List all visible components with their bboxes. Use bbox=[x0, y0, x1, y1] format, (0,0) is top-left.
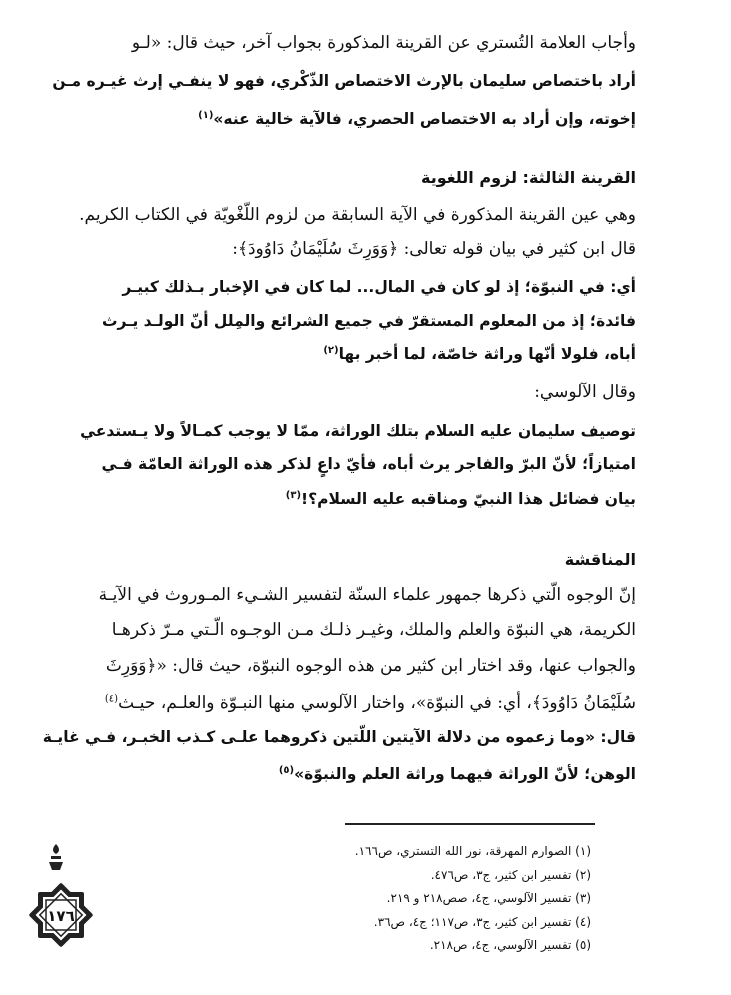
footnote-ref[interactable]: (٤) bbox=[104, 693, 119, 705]
quote-line: بيان فضائل هذا النبيّ ومناقبه عليه السلام؟!$^{(٣)}$ bbox=[285, 490, 636, 509]
footnote-ref[interactable]: (٢) bbox=[323, 345, 339, 356]
footnote-divider bbox=[345, 823, 595, 825]
text-line: وهي عين القرينة المذكورة في الآية السابقة من لزوم اللّغْويّة في الكتاب الكريم. bbox=[79, 205, 636, 225]
text-line: الكريمة، هي النبوّة والعلم والملك، وغيـر ذلـك مـن الوجـوه الّـتي مـرّ ذكرهـا bbox=[111, 620, 636, 640]
page-number: ١٧٦ bbox=[47, 907, 75, 925]
text-line: سُلَيْمَانُ دَاوُودَ﴾، أي: في النبوّة»، واختار الآلوسي منها النبـوّة والعلـم، حيـث$^{(٤)}$ bbox=[104, 693, 636, 713]
quote-line: امتيازاً؛ لأنّ البرّ والفاجر يرث أباه، فأيّ داعٍ لذكر هذه الوراثة العامّة فـي bbox=[101, 455, 636, 473]
text-line: وأجاب العلامة التُستري عن القرينة المذكورة بجواب آخر، حيث قال: «لـو bbox=[131, 33, 636, 53]
section-heading: المناقشة bbox=[564, 550, 636, 569]
footnote-item: (٤) تفسير ابن كثير، ج٣، ص١١٧؛ ج٤، ص٣٦. bbox=[373, 914, 591, 929]
footnotes bbox=[191, 840, 591, 958]
footnote-ref[interactable]: (٣) bbox=[285, 490, 302, 501]
quote-line: توصيف سليمان عليه السلام بتلك الوراثة، ممّا لا يوجب كمـالاً ولا يـستدعي bbox=[80, 422, 636, 440]
footnote-ref[interactable]: (١) bbox=[198, 110, 214, 121]
footnote-item: (٣) تفسير الآلوسي، ج٤، صص٢١٨ و ٢١٩. bbox=[386, 891, 591, 905]
text-line: الوهن؛ لأنّ الوراثة فيهما وراثة العلم والنبوّة»$^{(٥)}$ bbox=[278, 765, 636, 784]
decorative-mark-icon bbox=[45, 842, 67, 872]
text-line: والجواب عنها، وقد اختار ابن كثير من هذه الوجوه النبوّة، حيث قال: «﴿وَوَرِثَ bbox=[105, 656, 636, 676]
text-line: وقال الآلوسي: bbox=[534, 382, 636, 402]
text-line: إخوته، وإن أراد به الاختصاص الحصري، فالآية خالية عنه»$^{(١)}$ bbox=[198, 110, 636, 129]
footnote-ref[interactable]: (٥) bbox=[278, 765, 295, 776]
page-number-badge bbox=[26, 880, 96, 950]
footnote-item: (٢) تفسير ابن كثير، ج٣، ص٤٧٦. bbox=[430, 867, 591, 882]
text-line: قال ابن كثير في بيان قوله تعالى: ﴿وَوَرِثَ سُلَيْمَانُ دَاوُودَ﴾: bbox=[232, 239, 636, 259]
text-line: إنّ الوجوه الّتي ذكرها جمهور علماء السنّة لتفسير الشـيء المـوروث في الآيـة bbox=[98, 585, 636, 605]
text-line: أراد باختصاص سليمان بالإرث الاختصاص الذّكْري، فهو لا ينفـي إرث غيـره مـن bbox=[52, 72, 636, 90]
quote-line: فائدة؛ إذ من المعلوم المستقرّ في جميع الشرائع والمِلل أنّ الولـد يـرث bbox=[101, 312, 636, 330]
footnote-item: (٥) تفسير الآلوسي، ج٤، ص٢١٨. bbox=[429, 938, 591, 952]
quote-line: أباه، فلولا أنّها وراثة خاصّة، لما أخبر بها$^{(٢)}$ bbox=[323, 345, 636, 364]
footnote-item: (١) الصوارم المهرقة، نور الله التستري، ص١٦٦. bbox=[354, 844, 591, 858]
text-line: قال: «وما زعموه من دلالة الآيتين اللّتين ذكروهما علـى كـذب الخبـر، فـي غايـة bbox=[42, 728, 636, 746]
section-heading: القرينة الثالثة: لزوم اللغوية bbox=[420, 168, 636, 187]
quote-line: أي: في النبوّة؛ إذ لو كان في المال... لما كان في الإخبار بـذلك كبيـر bbox=[122, 278, 636, 296]
